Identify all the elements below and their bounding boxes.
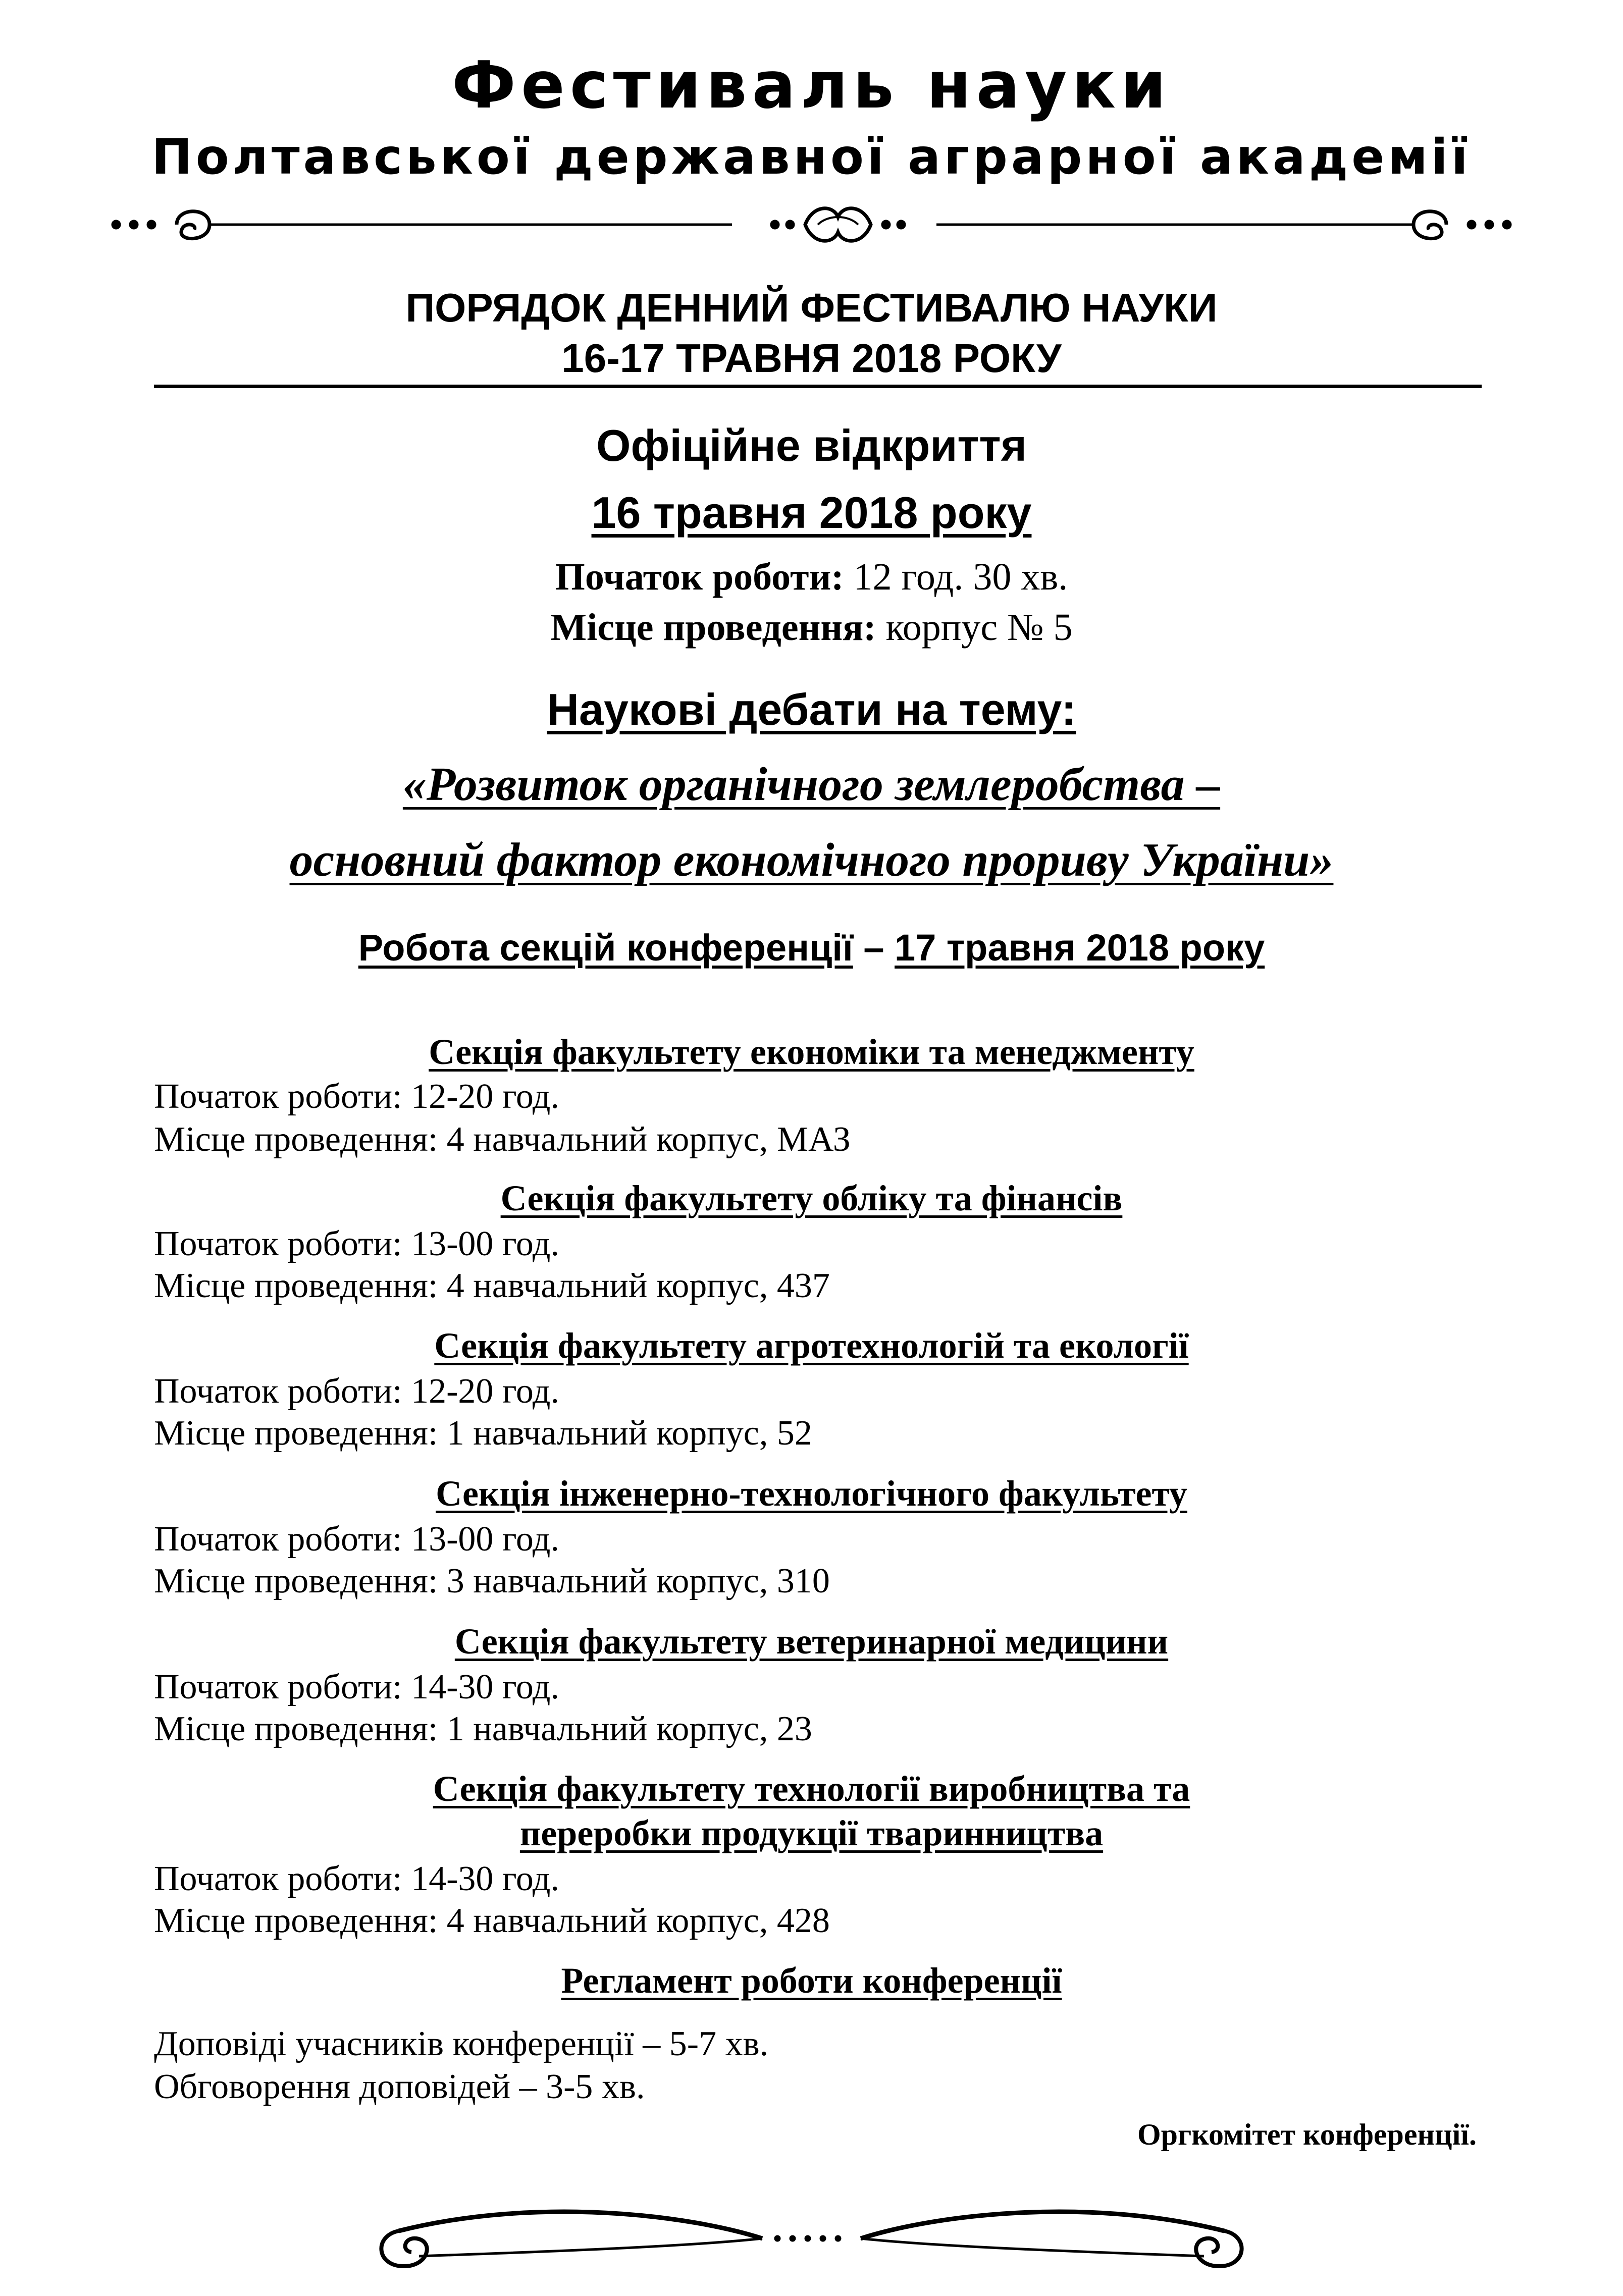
opening-date-row <box>0 487 1623 539</box>
debate-topic-line1: «Розвиток органічного землеробства – <box>402 758 1221 811</box>
section-title: Секція факультету агротехнологій та екології <box>434 1325 1189 1366</box>
section-5-title-row <box>0 1619 1623 1664</box>
section-title: Секція факультету ветеринарної медицини <box>454 1621 1169 1662</box>
section-2-place: Місце проведення: 4 навчальний корпус, 437 <box>154 1266 830 1305</box>
sections-heading-dash: – <box>853 927 895 969</box>
bottom-ornament-divider <box>363 2191 1260 2286</box>
section-6-title-row2 <box>0 1811 1623 1855</box>
section-4-start: Початок роботи: 13-00 год. <box>154 1520 559 1559</box>
section-4-place: Місце проведення: 3 навчальний корпус, 310 <box>154 1562 830 1600</box>
section-title: переробки продукції тваринництва <box>519 1813 1104 1853</box>
debate-topic-row2 <box>0 833 1623 887</box>
opening-place-row <box>0 606 1623 650</box>
agenda-divider <box>154 385 1482 388</box>
festival-title: Фестиваль науки <box>452 48 1171 123</box>
section-4-title-row <box>0 1471 1623 1516</box>
section-title: Секція факультету технології виробництва та <box>433 1769 1190 1809</box>
agenda-heading-line2: 16-17 ТРАВНЯ 2018 РОКУ <box>561 336 1062 381</box>
debate-heading: Наукові дебати на тему: <box>547 684 1076 734</box>
opening-start-label: Початок роботи: <box>555 556 844 598</box>
section-5-place: Місце проведення: 1 навчальний корпус, 23 <box>154 1710 812 1748</box>
section-5-start: Початок роботи: 14-30 год. <box>154 1668 559 1706</box>
opening-start-value: 12 год. 30 хв. <box>853 556 1068 598</box>
section-title: Секція факультету економіки та менеджменту <box>429 1032 1194 1072</box>
section-6-place: Місце проведення: 4 навчальний корпус, 428 <box>154 1901 830 1940</box>
debate-topic-row1 <box>0 757 1623 812</box>
opening-place-label: Місце проведення: <box>550 606 876 649</box>
academy-subtitle: Полтавської державної аграрної академії <box>151 129 1472 185</box>
section-2-title-row <box>0 1176 1623 1220</box>
sections-heading-part2: 17 травня 2018 року <box>895 927 1265 969</box>
section-6-title-row1 <box>0 1767 1623 1811</box>
section-title: Секція факультету обліку та фінансів <box>500 1178 1123 1218</box>
top-ornament-divider <box>101 194 1522 255</box>
section-3-start: Початок роботи: 12-20 год. <box>154 1372 559 1411</box>
opening-date: 16 травня 2018 року <box>591 488 1032 538</box>
section-title: Секція інженерно-технологічного факультету <box>436 1473 1187 1514</box>
section-6-start: Початок роботи: 14-30 год. <box>154 1859 559 1898</box>
opening-place-value: корпус № 5 <box>885 606 1073 649</box>
section-2-start: Початок роботи: 13-00 год. <box>154 1224 559 1263</box>
regulations-title-row <box>0 1958 1623 2003</box>
debate-topic-line2: основний фактор економічного прориву України» <box>289 834 1334 886</box>
opening-start-row <box>0 555 1623 599</box>
section-1-title-row <box>0 1030 1623 1074</box>
section-3-place: Місце проведення: 1 навчальний корпус, 52 <box>154 1414 812 1453</box>
regulations-title: Регламент роботи конференції <box>561 1960 1062 2001</box>
debate-heading-row <box>0 684 1623 735</box>
section-1-place: Місце проведення: 4 навчальний корпус, МАЗ <box>154 1120 851 1159</box>
sections-heading-part1: Робота секцій конференції <box>358 927 853 969</box>
agenda-heading-line1: ПОРЯДОК ДЕННИЙ ФЕСТИВАЛЮ НАУКИ <box>405 285 1218 330</box>
regulations-line2: Обговорення доповідей – 3-5 хв. <box>154 2067 645 2106</box>
sections-heading <box>0 926 1623 969</box>
section-1-start: Початок роботи: 12-20 год. <box>154 1077 559 1116</box>
opening-title: Офіційне відкриття <box>596 420 1027 470</box>
regulations-line1: Доповіді учасників конференції – 5-7 хв. <box>154 2024 769 2063</box>
organizing-committee-signature: Оргкомітет конференції. <box>1137 2118 1477 2151</box>
section-3-title-row <box>0 1323 1623 1368</box>
